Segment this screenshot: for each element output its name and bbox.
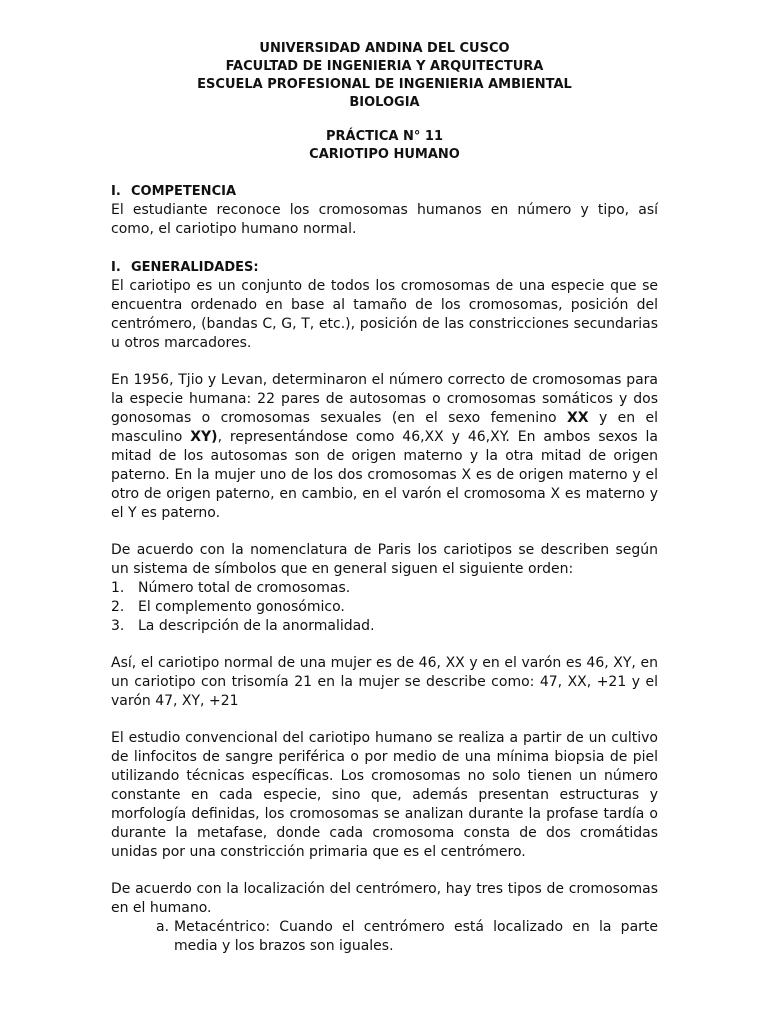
faculty-name: FACULTAD DE INGENIERIA Y ARQUITECTURA	[225, 59, 544, 74]
list-item	[111, 579, 658, 598]
lettered-list	[111, 918, 658, 956]
paragraph-tjio-levan	[111, 371, 658, 523]
section-heading-text: GENERALIDADES:	[131, 260, 259, 275]
course-name: BIOLOGIA	[349, 95, 420, 110]
bold-text: XY)	[190, 429, 218, 445]
practice-heading	[111, 128, 658, 164]
list-number: 2.	[111, 599, 125, 615]
paragraph-nomenclatura: De acuerdo con la nomenclatura de Paris los cariotipos se describen según un sistema de símbolos que en general siguen el siguiente orden:	[111, 542, 658, 577]
list-letter: a.	[156, 919, 170, 935]
practice-title: CARIOTIPO HUMANO	[309, 147, 460, 162]
paragraph-cariotipo-normal: Así, el cariotipo normal de una mujer es de 46, XX y en el varón es 46, XY, en un cariotipo con trisomía 21 en la mujer se describe como: 47, XX, +21 y el varón 47, XY, +21	[111, 655, 658, 709]
list-item	[111, 598, 658, 617]
paragraph-estudio-convencional: El estudio convencional del cariotipo humano se realiza a partir de un cultivo de linfocitos de sangre periférica o por medio de una mínima biopsia de piel utilizando técnicas específicas. Los cromosomas no solo tienen un número constante en cada especie, sino que, además presentan estructuras y morfología definidas, los cromosomas se analizan durante la profase tardía o durante la metafase, donde cada cromosoma consta de dos cromátidas unidas por una constricción primaria que es el centrómero.	[111, 730, 658, 860]
list-item	[156, 918, 658, 956]
text-run: En 1956, Tjio y Levan, determinaron el número correcto de cromosomas para la especie humana: 22 pares de autosomas o cromosomas somáticos y dos gonosomas o cromosomas sexuales (en el sexo femenino	[111, 372, 658, 426]
section-numeral: I.	[111, 184, 121, 199]
school-name: ESCUELA PROFESIONAL DE INGENIERIA AMBIENTAL	[197, 77, 572, 92]
list-text: Número total de cromosomas.	[138, 580, 351, 596]
list-text: La descripción de la anormalidad.	[138, 618, 375, 634]
list-text: Metacéntrico: Cuando el centrómero está localizado en la parte media y los brazos son iguales.	[174, 919, 658, 954]
section-heading-competencia	[111, 182, 658, 201]
section-heading-text: COMPETENCIA	[131, 184, 237, 199]
list-number: 3.	[111, 618, 125, 634]
section-heading-generalidades	[111, 258, 658, 277]
text-run: , representándose como 46,XX y 46,XY. En ambos sexos la mitad de los autosomas son de origen materno y la otra mitad de origen paterno. En la mujer uno de los dos cromosomas X es de origen materno y el otro de origen paterno, en cambio, en el varón el cromosoma X es materno y el Y es paterno.	[111, 429, 659, 521]
document-header	[111, 40, 658, 112]
list-item	[111, 617, 658, 636]
practice-number: PRÁCTICA N° 11	[326, 129, 443, 144]
section-numeral: I.	[111, 260, 121, 275]
text-run: y en el masculino	[111, 410, 659, 445]
competencia-paragraph: El estudiante reconoce los cromosomas humanos en número y tipo, así como, el cariotipo humano normal.	[111, 202, 658, 237]
list-number: 1.	[111, 580, 125, 596]
bold-text: XX	[566, 410, 589, 426]
paragraph-cariotipo-definition: El cariotipo es un conjunto de todos los cromosomas de una especie que se encuentra ordenado en base al tamaño de los cromosomas, posición del centrómero, (bandas C, G, T, etc.), posición de las constricciones secundarias u otros marcadores.	[111, 278, 658, 351]
list-text: El complemento gonosómico.	[138, 599, 345, 615]
numbered-list	[111, 579, 658, 636]
paragraph-centromero: De acuerdo con la localización del centrómero, hay tres tipos de cromosomas en el humano.	[111, 881, 658, 916]
university-name: UNIVERSIDAD ANDINA DEL CUSCO	[259, 41, 510, 56]
